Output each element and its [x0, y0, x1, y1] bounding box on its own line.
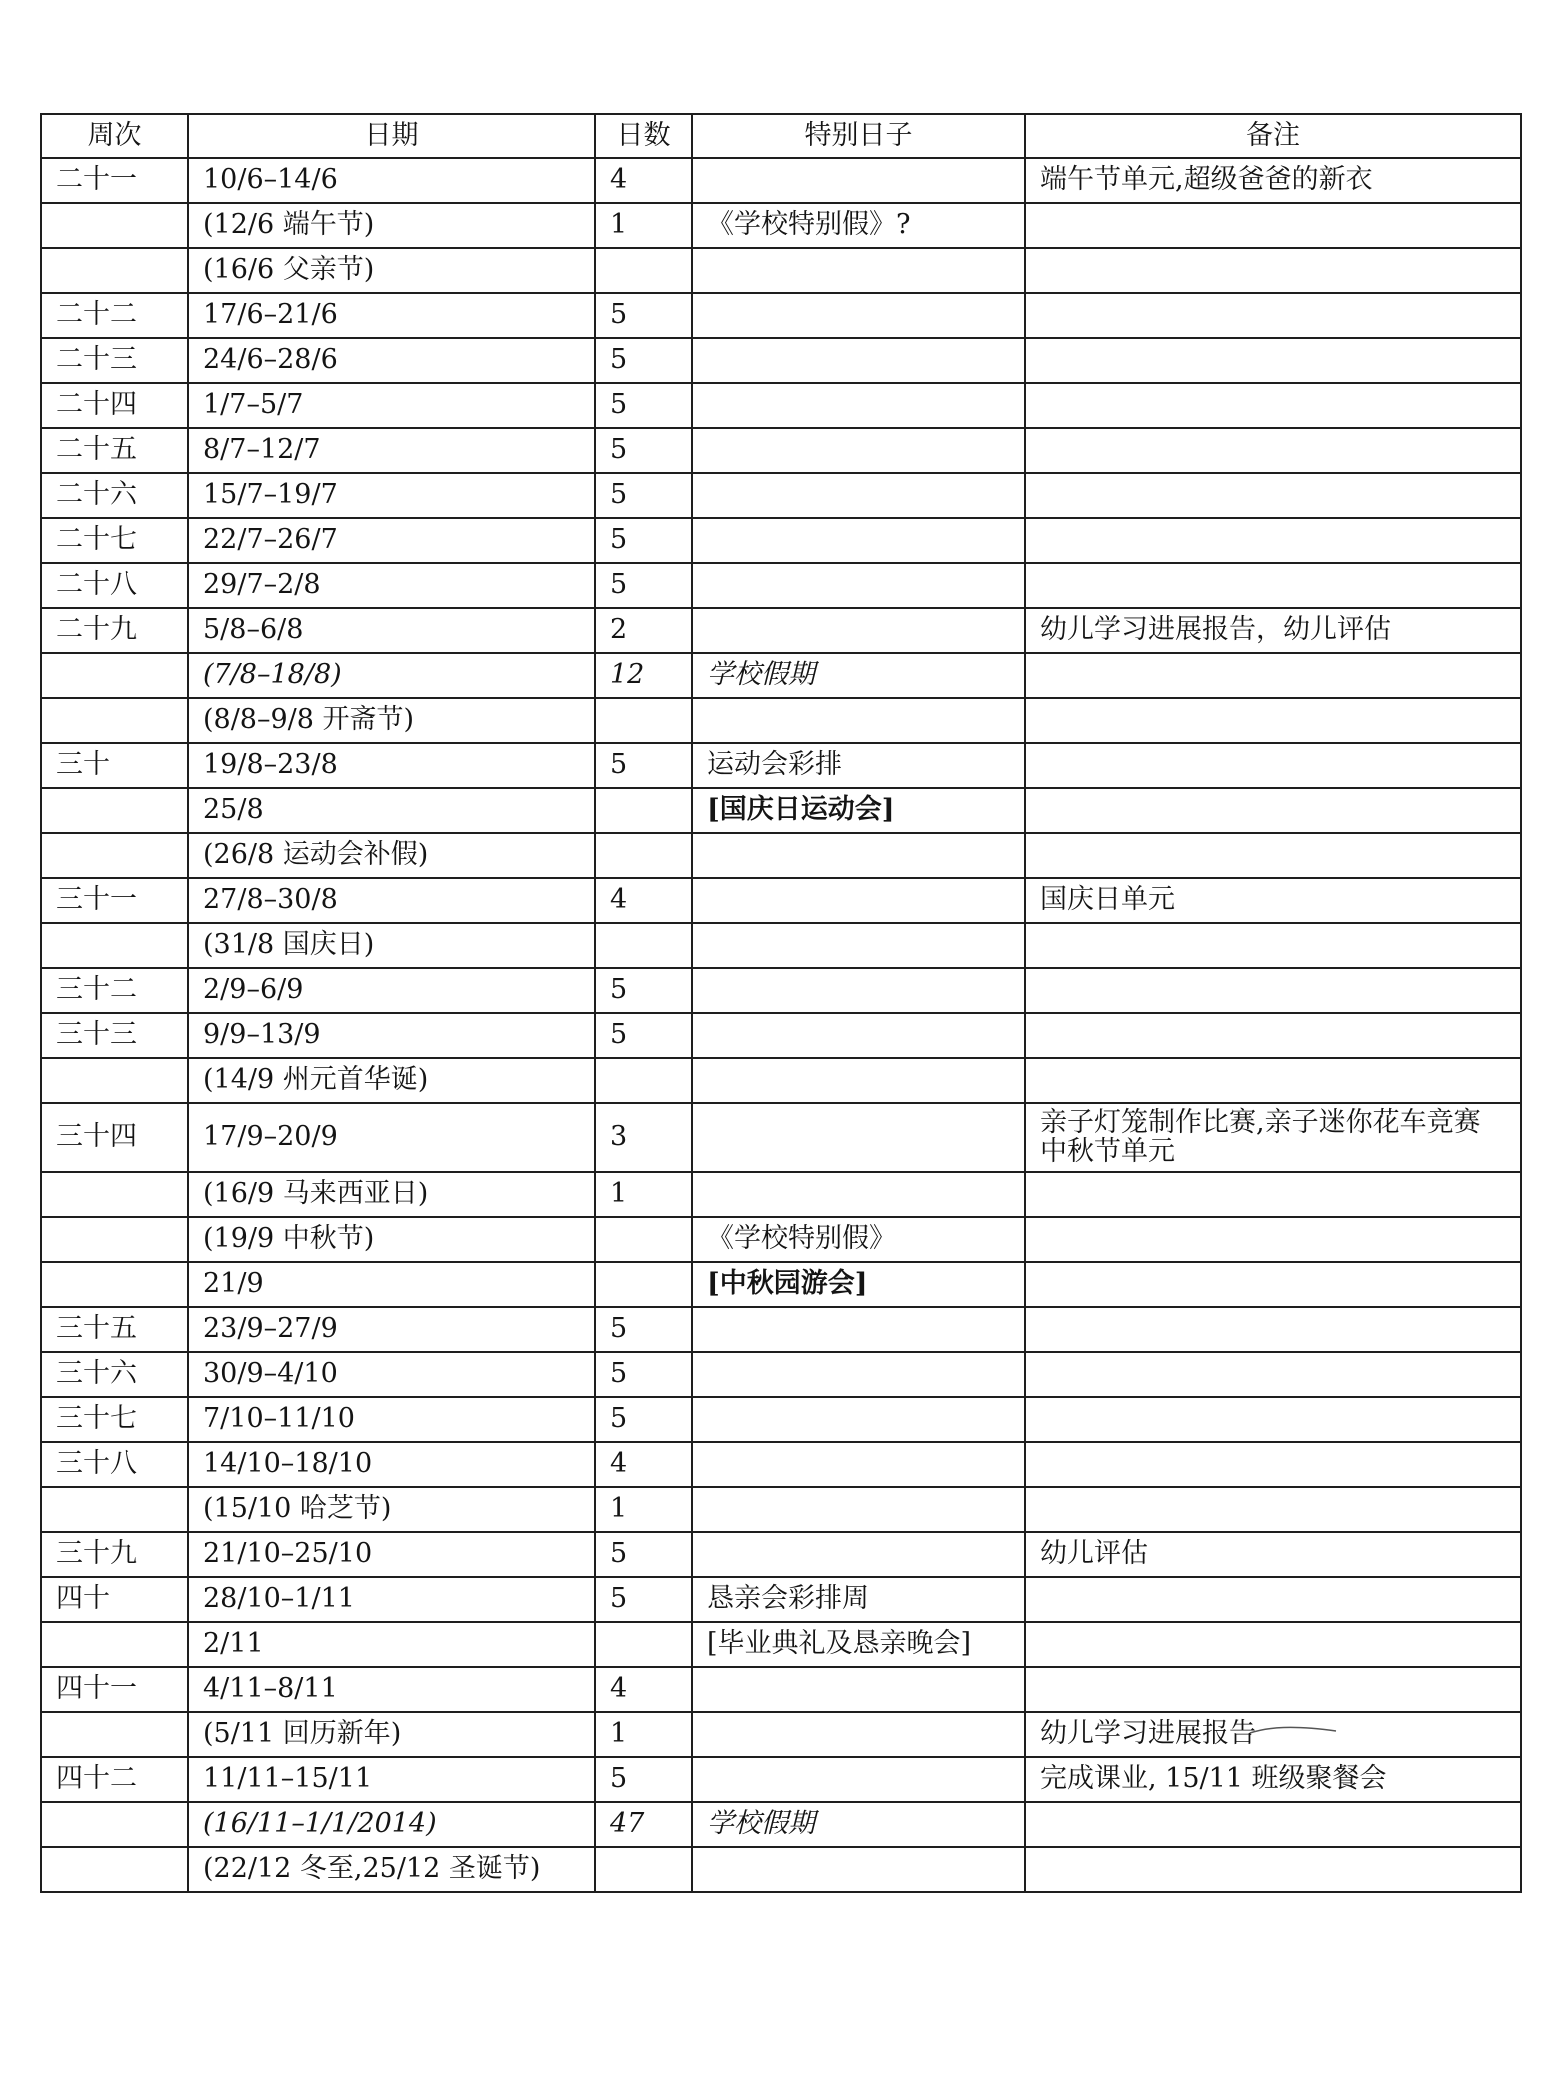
- special-cell: 《学校特别假》?: [692, 203, 1025, 248]
- date-cell: 17/6–21/6: [188, 293, 595, 338]
- notes-cell: [1025, 518, 1521, 563]
- days-cell: 47: [595, 1802, 692, 1847]
- table-row: [41, 833, 1521, 878]
- notes-cell: [1025, 653, 1521, 698]
- notes-cell: [1025, 923, 1521, 968]
- table-row: [41, 563, 1521, 608]
- table-row: [41, 473, 1521, 518]
- school-calendar-table: [40, 113, 1522, 1893]
- date-cell: 5/8–6/8: [188, 608, 595, 653]
- table-row: [41, 1487, 1521, 1532]
- days-cell: 2: [595, 608, 692, 653]
- week-cell: 三十三: [41, 1013, 188, 1058]
- week-cell: [41, 1847, 188, 1892]
- table-row: [41, 1103, 1521, 1172]
- header-days: 日数: [595, 114, 692, 158]
- week-cell: [41, 1487, 188, 1532]
- date-cell: (16/9 马来西亚日): [188, 1172, 595, 1217]
- week-cell: 四十一: [41, 1667, 188, 1712]
- table-row: [41, 1622, 1521, 1667]
- date-cell: (15/10 哈芝节): [188, 1487, 595, 1532]
- special-cell: [692, 1712, 1025, 1757]
- date-cell: (5/11 回历新年): [188, 1712, 595, 1757]
- notes-cell: [1025, 428, 1521, 473]
- week-cell: [41, 923, 188, 968]
- table-row: [41, 1442, 1521, 1487]
- week-cell: [41, 698, 188, 743]
- notes-cell: 幼儿评估: [1025, 1532, 1521, 1577]
- days-cell: 5: [595, 293, 692, 338]
- notes-cell: [1025, 1307, 1521, 1352]
- special-cell: [692, 1757, 1025, 1802]
- week-cell: 二十九: [41, 608, 188, 653]
- week-cell: 三十七: [41, 1397, 188, 1442]
- special-cell: [692, 1103, 1025, 1172]
- days-cell: 1: [595, 1712, 692, 1757]
- days-cell: 5: [595, 968, 692, 1013]
- special-cell: [692, 338, 1025, 383]
- notes-cell: [1025, 788, 1521, 833]
- special-cell: [692, 1487, 1025, 1532]
- date-cell: 2/11: [188, 1622, 595, 1667]
- days-cell: 5: [595, 1013, 692, 1058]
- days-cell: [595, 1847, 692, 1892]
- date-cell: 1/7–5/7: [188, 383, 595, 428]
- date-cell: (7/8–18/8): [188, 653, 595, 698]
- notes-cell: [1025, 1847, 1521, 1892]
- days-cell: 3: [595, 1103, 692, 1172]
- date-cell: 17/9–20/9: [188, 1103, 595, 1172]
- table-row: [41, 608, 1521, 653]
- table-row: [41, 878, 1521, 923]
- days-cell: 4: [595, 1667, 692, 1712]
- days-cell: 5: [595, 1307, 692, 1352]
- special-cell: [692, 1532, 1025, 1577]
- notes-cell: [1025, 203, 1521, 248]
- days-cell: 4: [595, 158, 692, 203]
- date-cell: 8/7–12/7: [188, 428, 595, 473]
- special-cell: [692, 1352, 1025, 1397]
- date-cell: (14/9 州元首华诞): [188, 1058, 595, 1103]
- week-cell: [41, 1622, 188, 1667]
- special-cell: [692, 1307, 1025, 1352]
- week-cell: [41, 1262, 188, 1307]
- table-row: [41, 1058, 1521, 1103]
- notes-cell: [1025, 1397, 1521, 1442]
- date-cell: 29/7–2/8: [188, 563, 595, 608]
- special-cell: [692, 608, 1025, 653]
- special-cell: [692, 248, 1025, 293]
- notes-cell: 幼儿学习进展报告，幼儿评估: [1025, 608, 1521, 653]
- days-cell: 1: [595, 203, 692, 248]
- notes-cell: [1025, 698, 1521, 743]
- notes-cell: [1025, 968, 1521, 1013]
- date-cell: (19/9 中秋节): [188, 1217, 595, 1262]
- table-body: [41, 158, 1521, 1892]
- week-cell: [41, 203, 188, 248]
- date-cell: 15/7–19/7: [188, 473, 595, 518]
- special-cell: [692, 878, 1025, 923]
- date-cell: 2/9–6/9: [188, 968, 595, 1013]
- date-cell: 28/10–1/11: [188, 1577, 595, 1622]
- days-cell: [595, 1058, 692, 1103]
- special-cell: 学校假期: [692, 653, 1025, 698]
- date-cell: 10/6–14/6: [188, 158, 595, 203]
- date-cell: (16/6 父亲节): [188, 248, 595, 293]
- date-cell: 21/9: [188, 1262, 595, 1307]
- table-row: [41, 1172, 1521, 1217]
- notes-cell: 国庆日单元: [1025, 878, 1521, 923]
- notes-cell: [1025, 833, 1521, 878]
- notes-cell: [1025, 1262, 1521, 1307]
- days-cell: 12: [595, 653, 692, 698]
- special-cell: [692, 1847, 1025, 1892]
- date-cell: 19/8–23/8: [188, 743, 595, 788]
- special-cell: 恳亲会彩排周: [692, 1577, 1025, 1622]
- date-cell: 27/8–30/8: [188, 878, 595, 923]
- date-cell: (26/8 运动会补假): [188, 833, 595, 878]
- table-row: [41, 1217, 1521, 1262]
- week-cell: [41, 788, 188, 833]
- week-cell: [41, 1802, 188, 1847]
- days-cell: 5: [595, 518, 692, 563]
- week-cell: 三十九: [41, 1532, 188, 1577]
- special-cell: [692, 158, 1025, 203]
- table-row: [41, 1532, 1521, 1577]
- days-cell: 4: [595, 1442, 692, 1487]
- table-row: [41, 1352, 1521, 1397]
- table-row: [41, 248, 1521, 293]
- table-row: [41, 1397, 1521, 1442]
- special-cell: [692, 1058, 1025, 1103]
- table-row: [41, 1577, 1521, 1622]
- special-cell: [692, 1667, 1025, 1712]
- special-cell: [692, 1442, 1025, 1487]
- week-cell: [41, 1058, 188, 1103]
- table-row: [41, 428, 1521, 473]
- days-cell: 5: [595, 1577, 692, 1622]
- table-row: [41, 653, 1521, 698]
- days-cell: 5: [595, 1352, 692, 1397]
- days-cell: [595, 1217, 692, 1262]
- week-cell: 二十四: [41, 383, 188, 428]
- date-cell: 14/10–18/10: [188, 1442, 595, 1487]
- notes-cell: [1025, 1577, 1521, 1622]
- notes-cell: [1025, 1487, 1521, 1532]
- notes-cell: 端午节单元,超级爸爸的新衣: [1025, 158, 1521, 203]
- special-cell: 《学校特别假》: [692, 1217, 1025, 1262]
- notes-cell: [1025, 383, 1521, 428]
- table-row: [41, 1307, 1521, 1352]
- notes-cell: [1025, 1172, 1521, 1217]
- special-cell: [国庆日运动会]: [692, 788, 1025, 833]
- days-cell: [595, 923, 692, 968]
- days-cell: 5: [595, 563, 692, 608]
- days-cell: [595, 1622, 692, 1667]
- special-cell: [692, 968, 1025, 1013]
- week-cell: [41, 1712, 188, 1757]
- special-cell: [中秋园游会]: [692, 1262, 1025, 1307]
- week-cell: 三十六: [41, 1352, 188, 1397]
- week-cell: 二十五: [41, 428, 188, 473]
- table-row: [41, 1667, 1521, 1712]
- table-row: [41, 743, 1521, 788]
- days-cell: 5: [595, 338, 692, 383]
- date-cell: 7/10–11/10: [188, 1397, 595, 1442]
- table-row: [41, 293, 1521, 338]
- week-cell: 四十二: [41, 1757, 188, 1802]
- special-cell: [692, 518, 1025, 563]
- days-cell: [595, 833, 692, 878]
- days-cell: 5: [595, 383, 692, 428]
- special-cell: [692, 698, 1025, 743]
- notes-cell: [1025, 563, 1521, 608]
- special-cell: [毕业典礼及恳亲晚会]: [692, 1622, 1025, 1667]
- week-cell: 三十五: [41, 1307, 188, 1352]
- notes-cell: [1025, 1442, 1521, 1487]
- days-cell: [595, 788, 692, 833]
- table-row: [41, 1802, 1521, 1847]
- special-cell: [692, 563, 1025, 608]
- days-cell: 1: [595, 1172, 692, 1217]
- special-cell: [692, 293, 1025, 338]
- special-cell: [692, 923, 1025, 968]
- table-row: [41, 1757, 1521, 1802]
- header-row: [41, 114, 1521, 158]
- week-cell: 二十二: [41, 293, 188, 338]
- special-cell: [692, 428, 1025, 473]
- notes-cell: 完成课业, 15/11 班级聚餐会: [1025, 1757, 1521, 1802]
- notes-cell: [1025, 1058, 1521, 1103]
- week-cell: [41, 833, 188, 878]
- date-cell: (8/8–9/8 开斋节): [188, 698, 595, 743]
- table-row: [41, 1262, 1521, 1307]
- days-cell: 5: [595, 1397, 692, 1442]
- notes-cell: [1025, 473, 1521, 518]
- special-cell: [692, 473, 1025, 518]
- notes-cell: [1025, 1667, 1521, 1712]
- table-row: [41, 968, 1521, 1013]
- week-cell: 三十二: [41, 968, 188, 1013]
- date-cell: 11/11–15/11: [188, 1757, 595, 1802]
- table-row: [41, 1013, 1521, 1058]
- notes-cell: [1025, 1013, 1521, 1058]
- table-row: [41, 1847, 1521, 1892]
- week-cell: [41, 248, 188, 293]
- date-cell: (22/12 冬至,25/12 圣诞节): [188, 1847, 595, 1892]
- table-row: [41, 923, 1521, 968]
- table-row: [41, 203, 1521, 248]
- date-cell: 21/10–25/10: [188, 1532, 595, 1577]
- header-special: 特别日子: [692, 114, 1025, 158]
- date-cell: (31/8 国庆日): [188, 923, 595, 968]
- schedule-sheet: [40, 113, 1520, 1893]
- header-week: 周次: [41, 114, 188, 158]
- week-cell: 三十: [41, 743, 188, 788]
- days-cell: 5: [595, 428, 692, 473]
- table-row: [41, 338, 1521, 383]
- days-cell: 5: [595, 473, 692, 518]
- special-cell: [692, 1172, 1025, 1217]
- week-cell: 三十八: [41, 1442, 188, 1487]
- table-row: [41, 158, 1521, 203]
- notes-cell: [1025, 1802, 1521, 1847]
- special-cell: [692, 1013, 1025, 1058]
- week-cell: 二十六: [41, 473, 188, 518]
- week-cell: 二十七: [41, 518, 188, 563]
- notes-cell: [1025, 293, 1521, 338]
- days-cell: 4: [595, 878, 692, 923]
- table-row: [41, 788, 1521, 833]
- week-cell: [41, 1217, 188, 1262]
- days-cell: [595, 1262, 692, 1307]
- week-cell: 二十一: [41, 158, 188, 203]
- special-cell: 学校假期: [692, 1802, 1025, 1847]
- special-cell: 运动会彩排: [692, 743, 1025, 788]
- date-cell: 25/8: [188, 788, 595, 833]
- week-cell: 四十: [41, 1577, 188, 1622]
- special-cell: [692, 1397, 1025, 1442]
- week-cell: [41, 1172, 188, 1217]
- pen-scribble-mark: [1248, 1723, 1338, 1737]
- special-cell: [692, 833, 1025, 878]
- date-cell: 9/9–13/9: [188, 1013, 595, 1058]
- week-cell: 三十一: [41, 878, 188, 923]
- days-cell: 5: [595, 743, 692, 788]
- notes-cell: 幼儿学习进展报告: [1025, 1712, 1521, 1757]
- notes-cell: [1025, 1352, 1521, 1397]
- week-cell: 二十八: [41, 563, 188, 608]
- date-cell: (12/6 端午节): [188, 203, 595, 248]
- date-cell: (16/11–1/1/2014): [188, 1802, 595, 1847]
- date-cell: 30/9–4/10: [188, 1352, 595, 1397]
- header-date: 日期: [188, 114, 595, 158]
- notes-cell: [1025, 1622, 1521, 1667]
- days-cell: 1: [595, 1487, 692, 1532]
- table-row: [41, 383, 1521, 428]
- days-cell: 5: [595, 1532, 692, 1577]
- days-cell: 5: [595, 1757, 692, 1802]
- date-cell: 24/6–28/6: [188, 338, 595, 383]
- days-cell: [595, 248, 692, 293]
- special-cell: [692, 383, 1025, 428]
- notes-cell: [1025, 338, 1521, 383]
- header-notes: 备注: [1025, 114, 1521, 158]
- notes-cell: 亲子灯笼制作比赛,亲子迷你花车竞赛 中秋节单元: [1025, 1103, 1521, 1172]
- date-cell: 23/9–27/9: [188, 1307, 595, 1352]
- date-cell: 4/11–8/11: [188, 1667, 595, 1712]
- notes-cell: [1025, 248, 1521, 293]
- table-row: [41, 698, 1521, 743]
- week-cell: 三十四: [41, 1103, 188, 1172]
- notes-cell: [1025, 743, 1521, 788]
- date-cell: 22/7–26/7: [188, 518, 595, 563]
- notes-cell: [1025, 1217, 1521, 1262]
- days-cell: [595, 698, 692, 743]
- week-cell: 二十三: [41, 338, 188, 383]
- table-row: [41, 518, 1521, 563]
- week-cell: [41, 653, 188, 698]
